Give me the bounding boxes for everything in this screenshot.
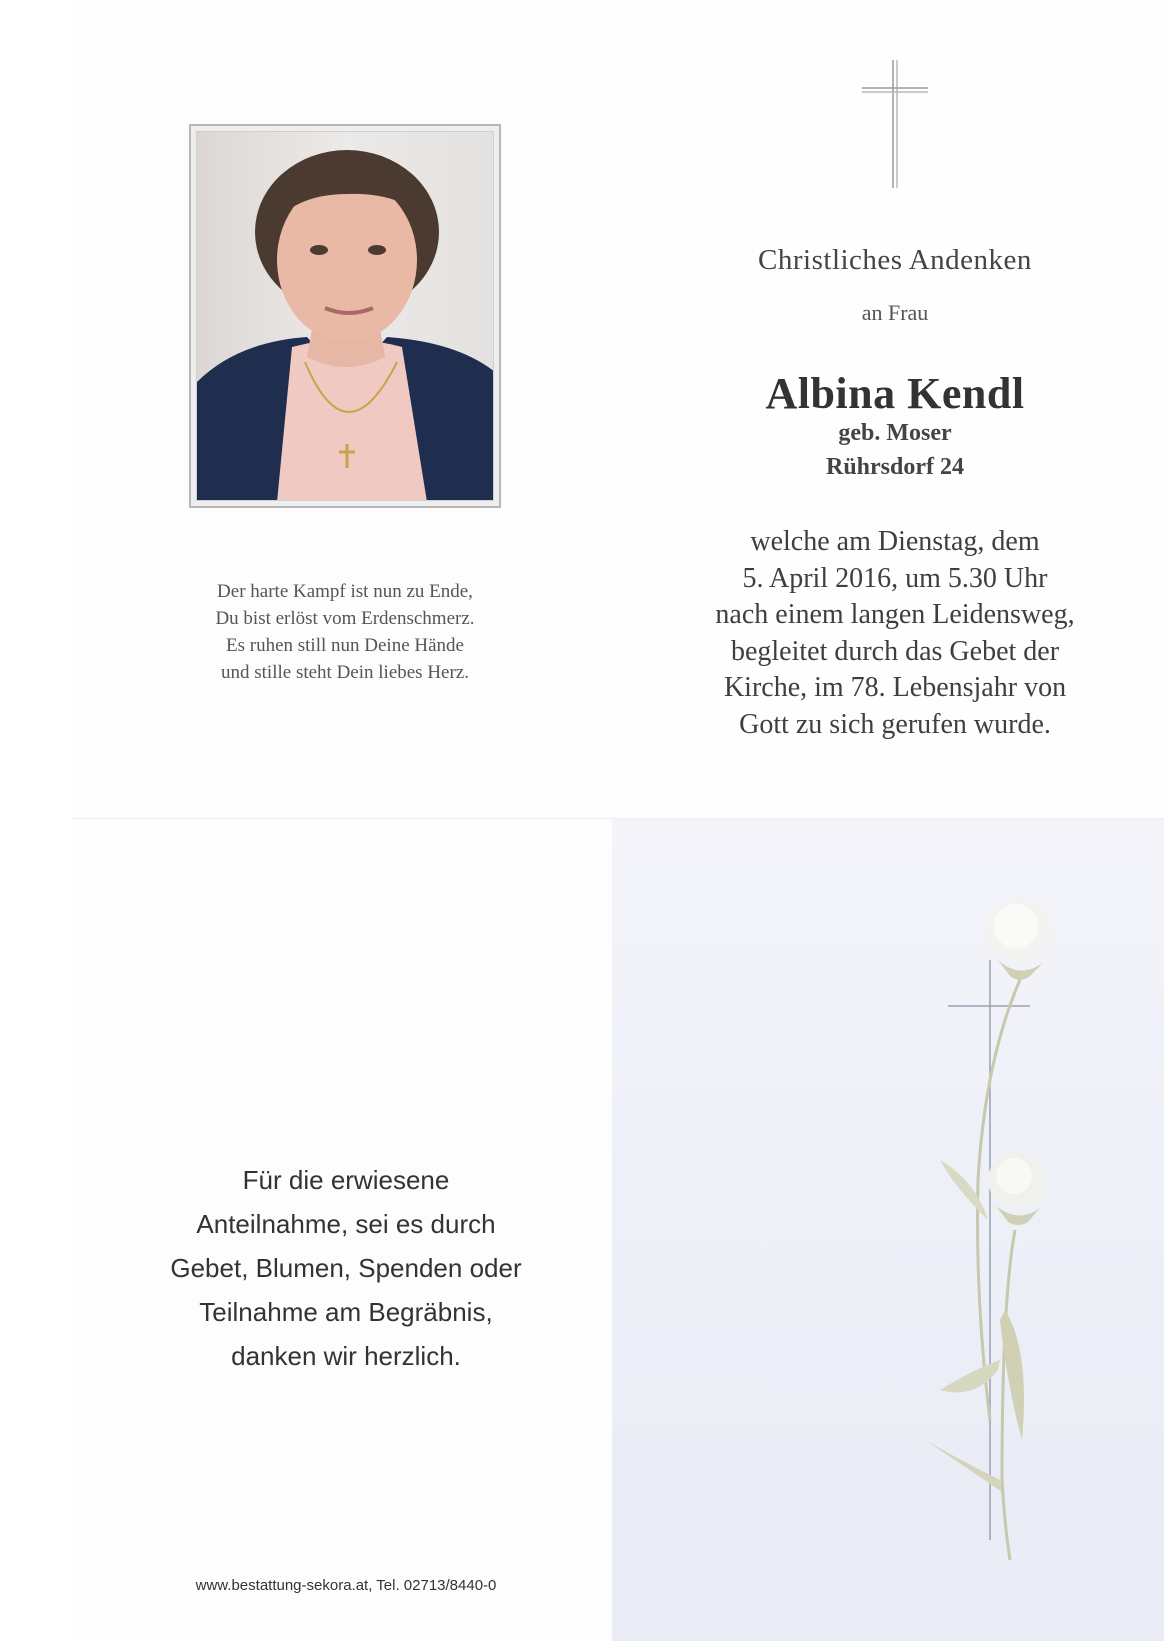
deceased-name: Albina Kendl — [765, 369, 1025, 418]
poem-line: und stille steht Dein liebes Herz. — [221, 662, 469, 683]
thanks-line: danken wir herzlich. — [231, 1341, 461, 1371]
poem — [100, 578, 590, 686]
maiden-name: geb. Moser — [838, 420, 952, 446]
death-announcement — [680, 524, 1110, 743]
announcement-line: begleitet durch das Gebet der — [730, 635, 1060, 667]
rose-illustration — [880, 880, 1080, 1580]
thanks-line: Teilnahme am Begräbnis, — [199, 1297, 493, 1327]
thanks-line: Anteilnahme, sei es durch — [196, 1209, 496, 1239]
portrait-photo — [196, 131, 494, 501]
announcement-line: nach einem langen Leidensweg, — [715, 599, 1075, 630]
announcement-line: 5. April 2016, um 5.30 Uhr — [742, 562, 1048, 594]
heading: Christliches Andenken — [758, 244, 1032, 276]
announcement-line: Gott zu sich gerufen wurde. — [739, 708, 1051, 740]
cross-icon — [862, 60, 928, 190]
announcement-line: welche am Dienstag, dem — [750, 526, 1040, 557]
salutation: an Frau — [861, 300, 929, 325]
thanks-line: Für die erwiesene — [242, 1165, 450, 1195]
portrait-illustration — [197, 132, 494, 501]
portrait-frame — [189, 124, 501, 508]
address: Rührsdorf 24 — [825, 454, 964, 480]
poem-line: Es ruhen still nun Deine Hände — [226, 635, 464, 656]
thanks-line: Gebet, Blumen, Spenden oder — [170, 1253, 522, 1283]
poem-line: Der harte Kampf ist nun zu Ende, — [217, 581, 473, 602]
thanks-message — [110, 1158, 582, 1378]
announcement-line: Kirche, im 78. Lebensjahr von — [723, 672, 1067, 703]
poem-line: Du bist erlöst vom Erdenschmerz. — [215, 608, 475, 629]
funeral-home-contact: www.bestattung-sekora.at, Tel. 02713/8440-0 — [195, 1577, 497, 1594]
